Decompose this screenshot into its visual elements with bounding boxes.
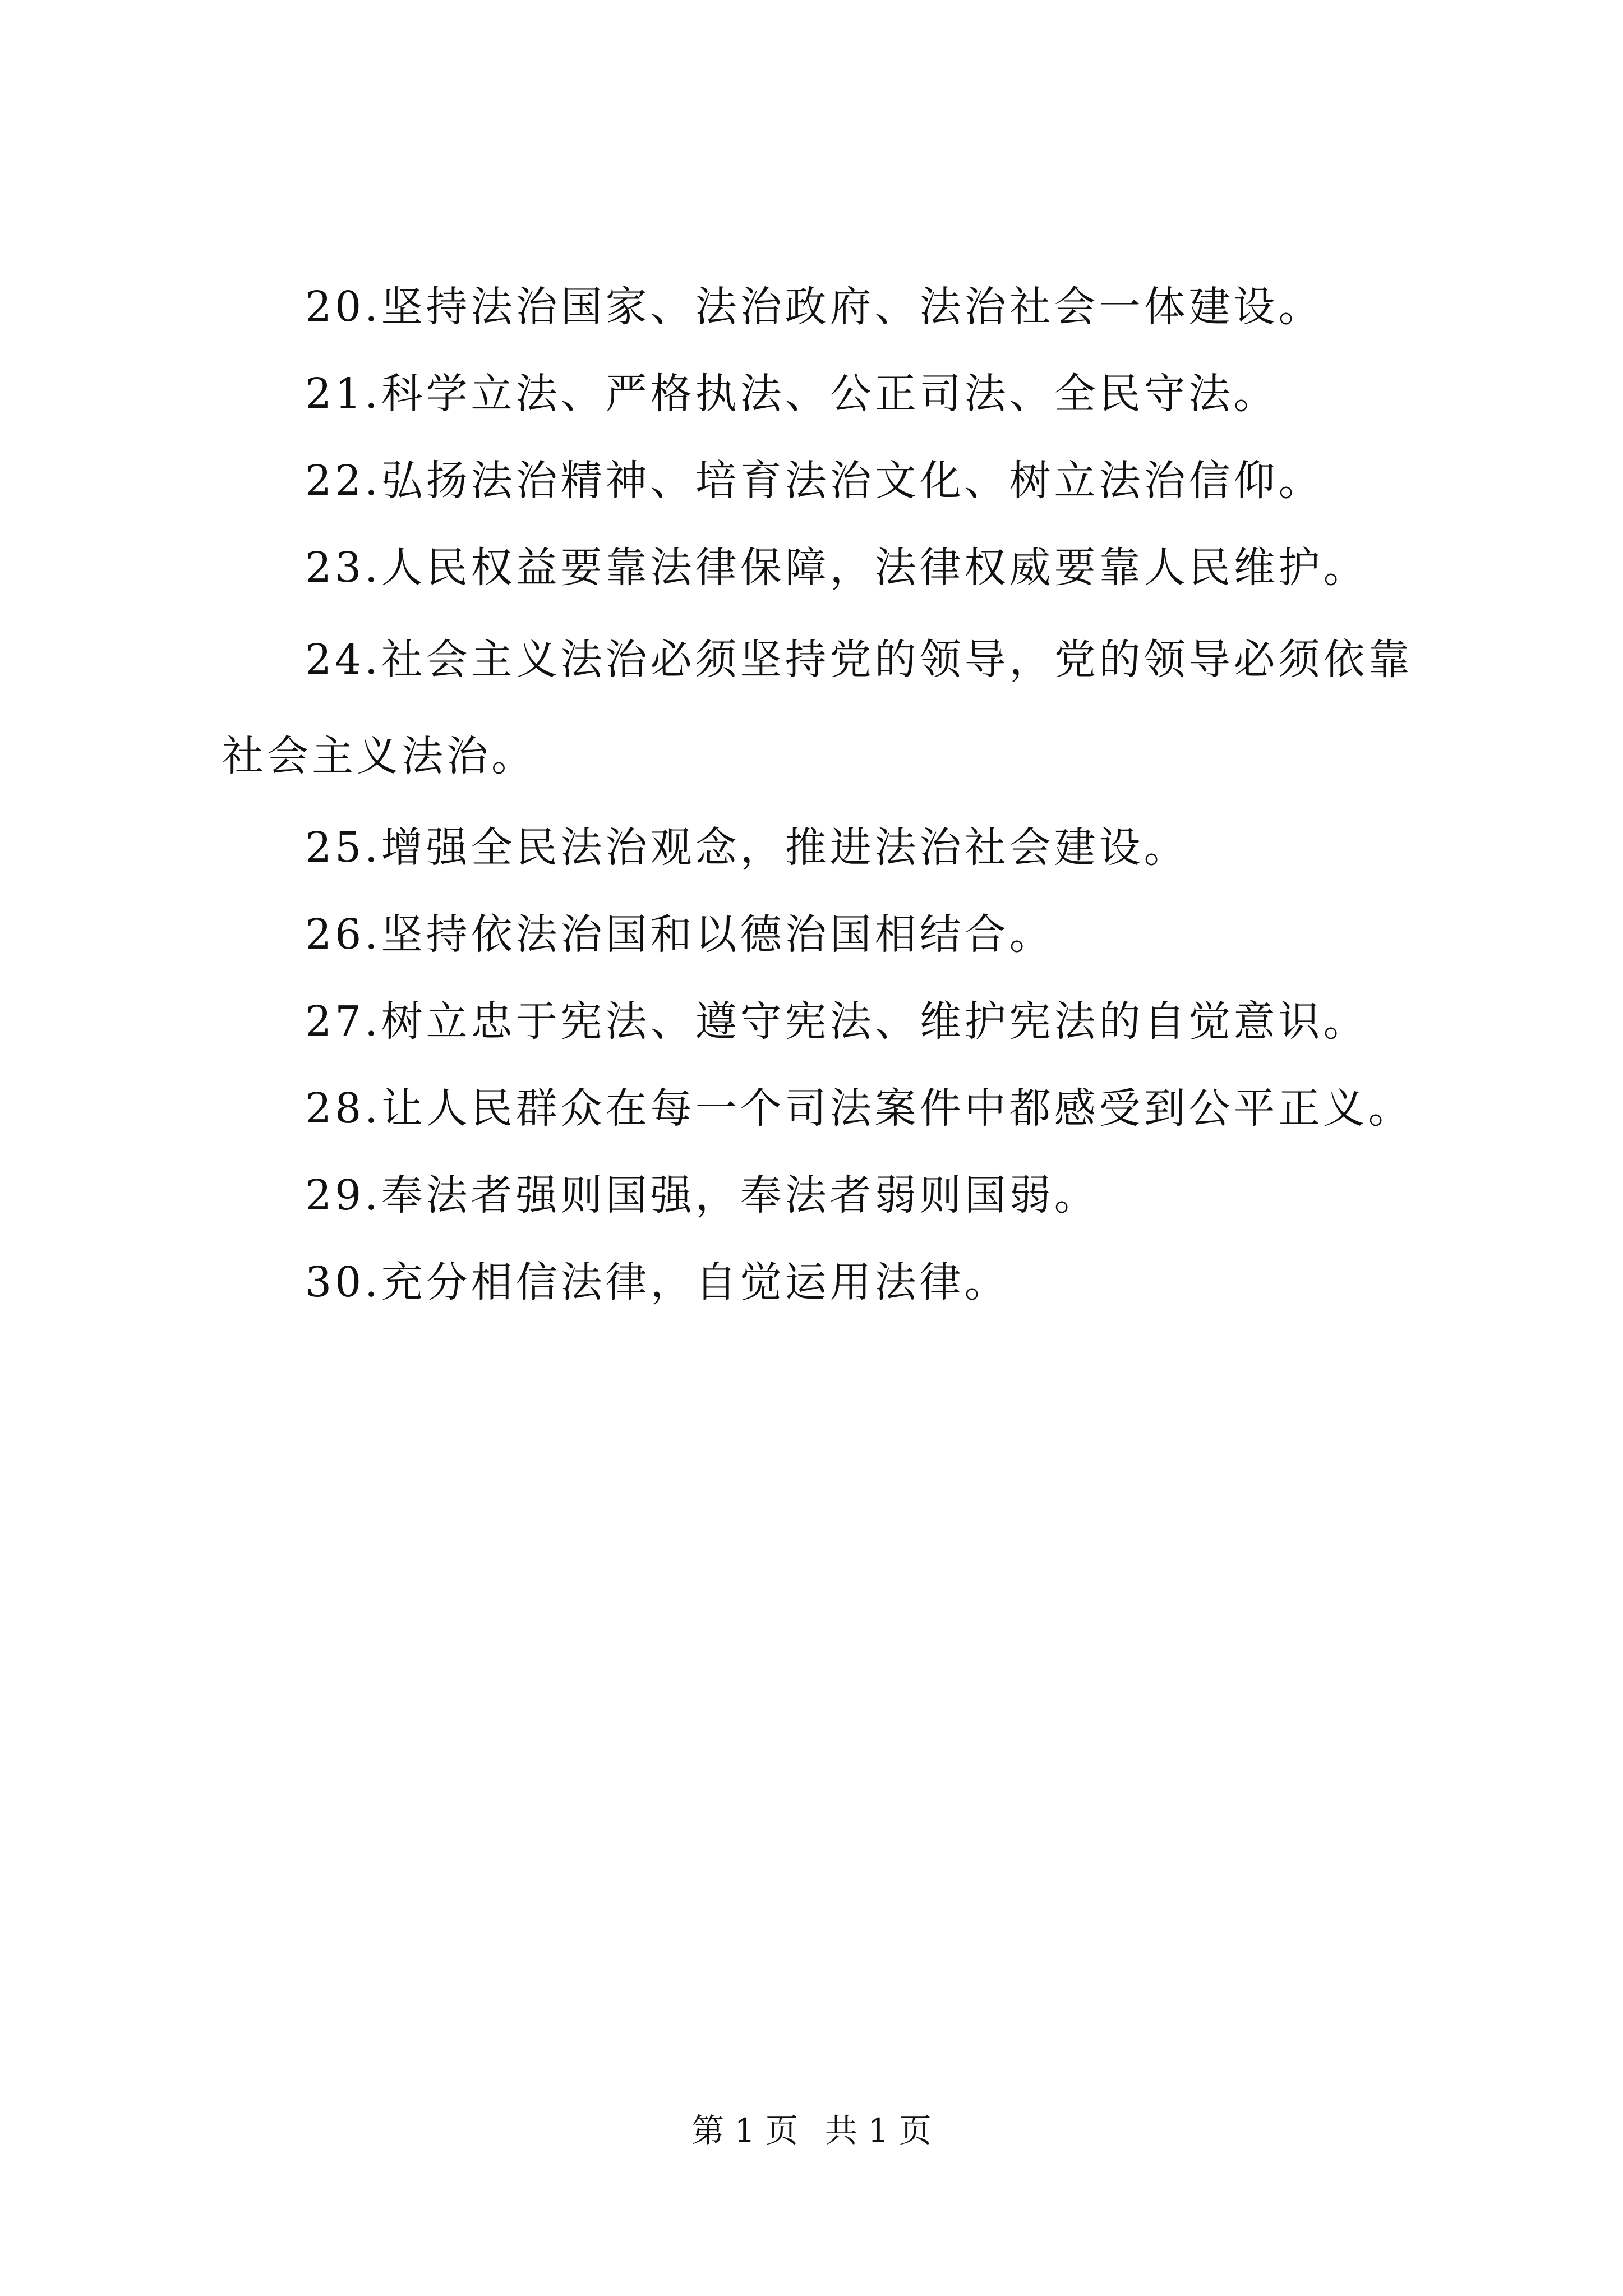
- document-body: [222, 264, 1428, 1326]
- list-item: 29.奉法者强则国强，奉法者弱则国弱。: [305, 1171, 1099, 1220]
- list-item: 23.人民权益要靠法律保障，法律权威要靠人民维护。: [305, 544, 1368, 592]
- page-number-label: 第 1 页: [691, 2111, 798, 2150]
- list-item: 20.坚持法治国家、法治政府、法治社会一体建设。: [305, 283, 1324, 331]
- list-item: 30.充分相信法律，自觉运用法律。: [305, 1258, 1009, 1306]
- list-item: 25.增强全民法治观念，推进法治社会建设。: [305, 823, 1189, 872]
- list-item: 22.弘扬法治精神、培育法治文化、树立法治信仰。: [305, 457, 1324, 505]
- page-total-label: 共 1 页: [825, 2111, 932, 2150]
- list-item: 26.坚持依法治国和以德治国相结合。: [305, 910, 1054, 959]
- list-item: 21.科学立法、严格执法、公正司法、全民守法。: [305, 370, 1279, 418]
- page-footer: [0, 2108, 1623, 2153]
- list-item: 24.社会主义法治必须坚持党的领导，党的领导必须依靠社会主义法治。: [222, 636, 1413, 780]
- list-item: 27.树立忠于宪法、遵守宪法、维护宪法的自觉意识。: [305, 997, 1368, 1046]
- list-item: 28.让人民群众在每一个司法案件中都感受到公平正义。: [305, 1084, 1413, 1133]
